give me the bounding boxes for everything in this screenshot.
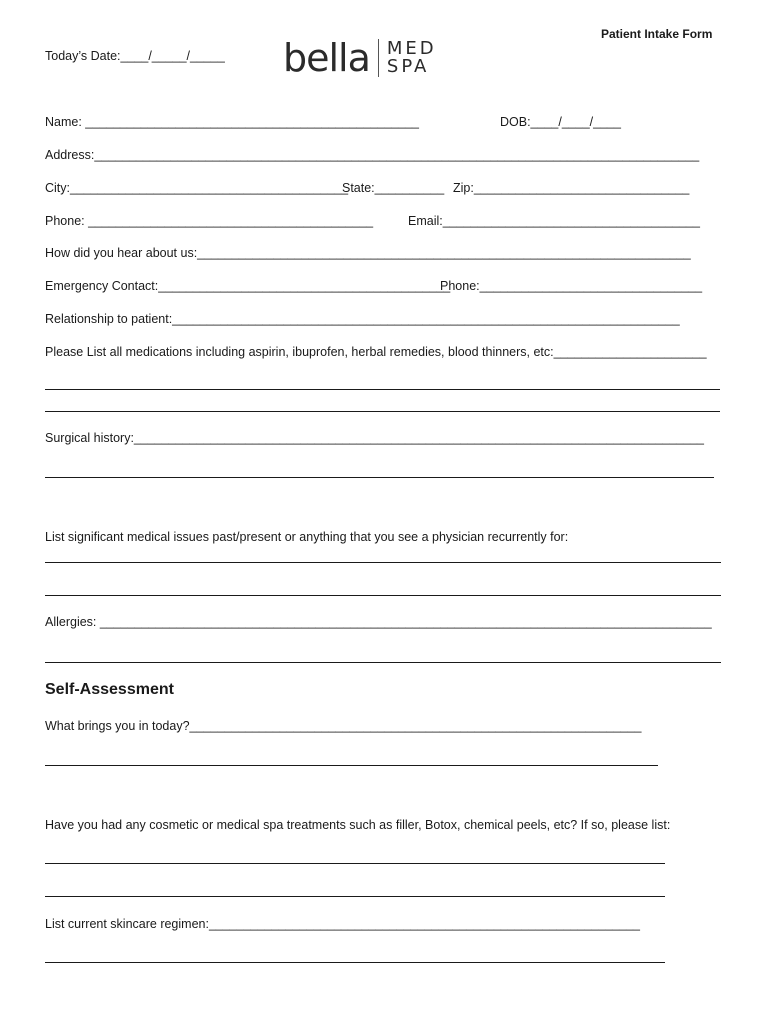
- form-title: Patient Intake Form: [601, 27, 713, 41]
- emergency-contact-field[interactable]: Emergency Contact:__________________________________________: [45, 279, 451, 293]
- allergies-field[interactable]: Allergies: ________________________________________________________________________________________: [45, 615, 712, 629]
- medications-line-2[interactable]: [45, 411, 720, 412]
- hear-about-us-field[interactable]: How did you hear about us:_______________________________________________________________________: [45, 246, 691, 260]
- dob-field[interactable]: DOB:____/____/____: [500, 115, 621, 129]
- cosmetic-treatments-line-2[interactable]: [45, 896, 665, 897]
- skincare-regimen-line[interactable]: [45, 962, 665, 963]
- name-field[interactable]: Name: ________________________________________________: [45, 115, 419, 129]
- state-field[interactable]: State:__________: [342, 181, 445, 195]
- emergency-phone-field[interactable]: Phone:________________________________: [440, 279, 703, 293]
- surgical-history-field[interactable]: Surgical history:__________________________________________________________________________________: [45, 431, 704, 445]
- medications-field[interactable]: Please List all medications including aspirin, ibuprofen, herbal remedies, blood thinners, etc:______________________: [45, 345, 707, 359]
- zip-field[interactable]: Zip:_______________________________: [453, 181, 690, 195]
- allergies-line[interactable]: [45, 662, 721, 663]
- bella-med-spa-logo: [283, 38, 437, 78]
- logo-word: bella: [283, 36, 370, 80]
- logo-med-spa: [387, 40, 437, 76]
- email-field[interactable]: Email:_____________________________________: [408, 214, 700, 228]
- logo-med: MED: [386, 38, 437, 59]
- city-field[interactable]: City:________________________________________: [45, 181, 349, 195]
- self-assessment-heading: Self-Assessment: [45, 681, 174, 698]
- medical-issues-line-1[interactable]: [45, 562, 721, 563]
- brings-you-in-line[interactable]: [45, 765, 658, 766]
- todays-date-field[interactable]: Today’s Date:____/_____/_____: [45, 49, 225, 63]
- brings-you-in-field[interactable]: What brings you in today?_________________________________________________________________: [45, 719, 642, 733]
- medical-issues-label: List significant medical issues past/present or anything that you see a physician recurrently for:: [45, 530, 569, 544]
- relationship-field[interactable]: Relationship to patient:_________________________________________________________________________: [45, 312, 680, 326]
- surgical-history-line[interactable]: [45, 477, 714, 478]
- cosmetic-treatments-label: Have you had any cosmetic or medical spa treatments such as filler, Botox, chemical peels, etc? If so, please list:: [45, 818, 671, 832]
- phone-field[interactable]: Phone: _________________________________________: [45, 214, 374, 228]
- medications-line-1[interactable]: [45, 389, 720, 390]
- logo-spa: SPA: [386, 56, 430, 77]
- address-field[interactable]: Address:_______________________________________________________________________________________: [45, 148, 700, 162]
- logo-divider: [378, 39, 379, 77]
- cosmetic-treatments-line-1[interactable]: [45, 863, 665, 864]
- medical-issues-line-2[interactable]: [45, 595, 721, 596]
- skincare-regimen-field[interactable]: List current skincare regimen:______________________________________________________________: [45, 917, 640, 931]
